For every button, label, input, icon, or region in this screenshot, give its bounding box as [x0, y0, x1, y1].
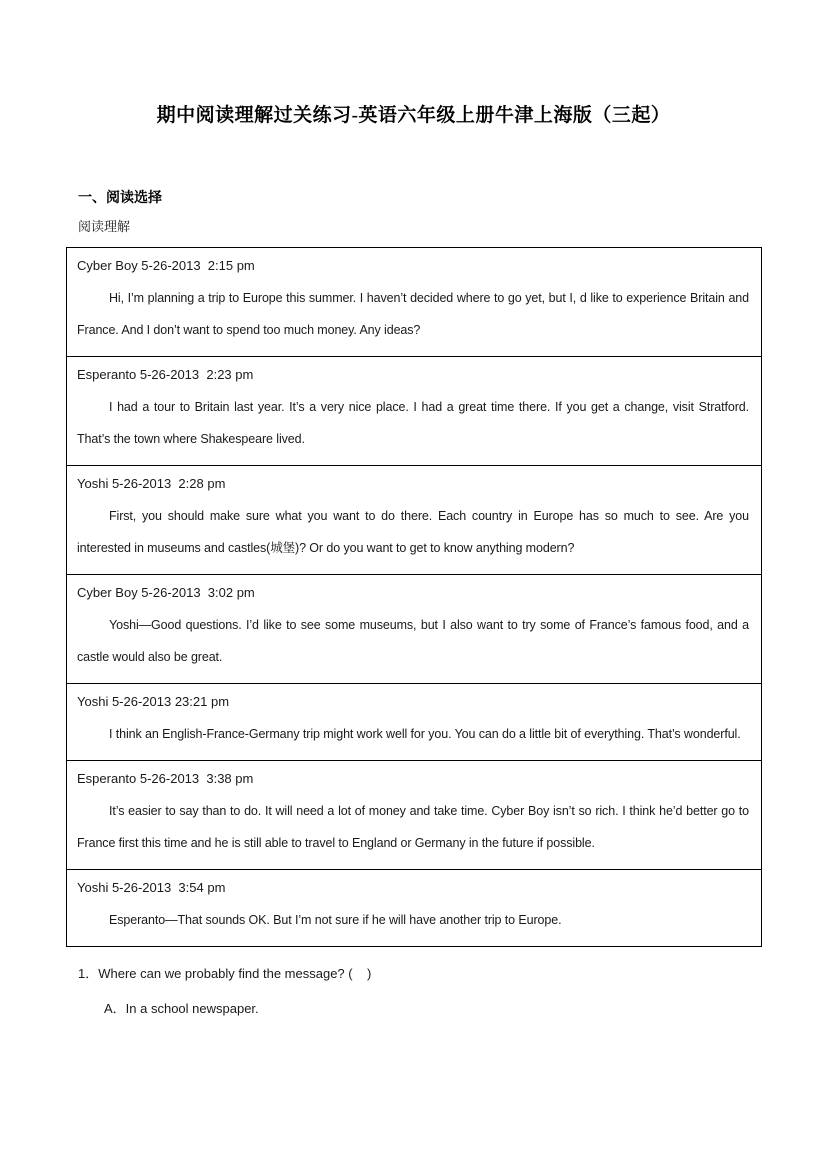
post-body: First, you should make sure what you want to do there. Each country in Europe has so much to see. Are you interested in museums and castles(城堡)? Or do you want to get to know anything modern?	[77, 509, 749, 555]
post-author-timestamp: Cyber Boy 5-26-2013 2:15 pm	[77, 258, 255, 273]
option-a-text: In a school newspaper.	[125, 1001, 259, 1016]
document-title: 期中阅读理解过关练习-英语六年级上册牛津上海版（三起）	[156, 105, 671, 126]
option-a-label: A．	[104, 1001, 126, 1016]
post-body: It’s easier to say than to do. It will need a lot of money and take time. Cyber Boy isn’t so rich. I think he’d better go to France first this time and he is still able to travel to England or Germany in the future if possible.	[77, 804, 749, 850]
post-author-timestamp: Esperanto 5-26-2013 2:23 pm	[77, 367, 254, 382]
forum-table	[66, 247, 762, 947]
section-heading: 一、阅读选择	[78, 189, 162, 205]
subsection-label: 阅读理解	[78, 219, 131, 234]
post-author-timestamp: Esperanto 5-26-2013 3:38 pm	[77, 771, 254, 786]
post-author-timestamp: Yoshi 5-26-2013 2:28 pm	[77, 476, 226, 491]
post-body: Hi, I’m planning a trip to Europe this summer. I haven’t decided where to go yet, but I, d like to experience Britain and France. And I don’t want to spend too much money. Any ideas?	[77, 291, 749, 337]
forum-post-row	[67, 870, 761, 946]
post-body: I had a tour to Britain last year. It’s a very nice place. I had a great time there. If you get a change, visit Stratford. That’s the town where Shakespeare lived.	[77, 400, 749, 446]
question-1	[78, 963, 827, 985]
forum-post-row	[67, 761, 761, 870]
post-author-timestamp: Cyber Boy 5-26-2013 3:02 pm	[77, 585, 255, 600]
forum-post-row	[67, 466, 761, 575]
post-body: Yoshi—Good questions. I’d like to see some museums, but I also want to try some of France’s famous food, and a castle would also be great.	[77, 618, 749, 664]
post-author-timestamp: Yoshi 5-26-2013 3:54 pm	[77, 880, 226, 895]
question-text: Where can we probably find the message? ( )	[98, 966, 372, 981]
post-body: I think an English-France-Germany trip might work well for you. You can do a little bit of everything. That’s wonderful.	[109, 727, 741, 741]
question-1-option-a	[104, 998, 827, 1020]
post-author-timestamp: Yoshi 5-26-2013 23:21 pm	[77, 694, 230, 709]
post-body: Esperanto—That sounds OK. But I’m not sure if he will have another trip to Europe.	[109, 913, 562, 927]
forum-post-row	[67, 357, 761, 466]
forum-post-row	[67, 684, 761, 761]
question-number: 1．	[78, 966, 99, 981]
forum-post-row	[67, 575, 761, 684]
forum-post-row	[67, 248, 761, 357]
